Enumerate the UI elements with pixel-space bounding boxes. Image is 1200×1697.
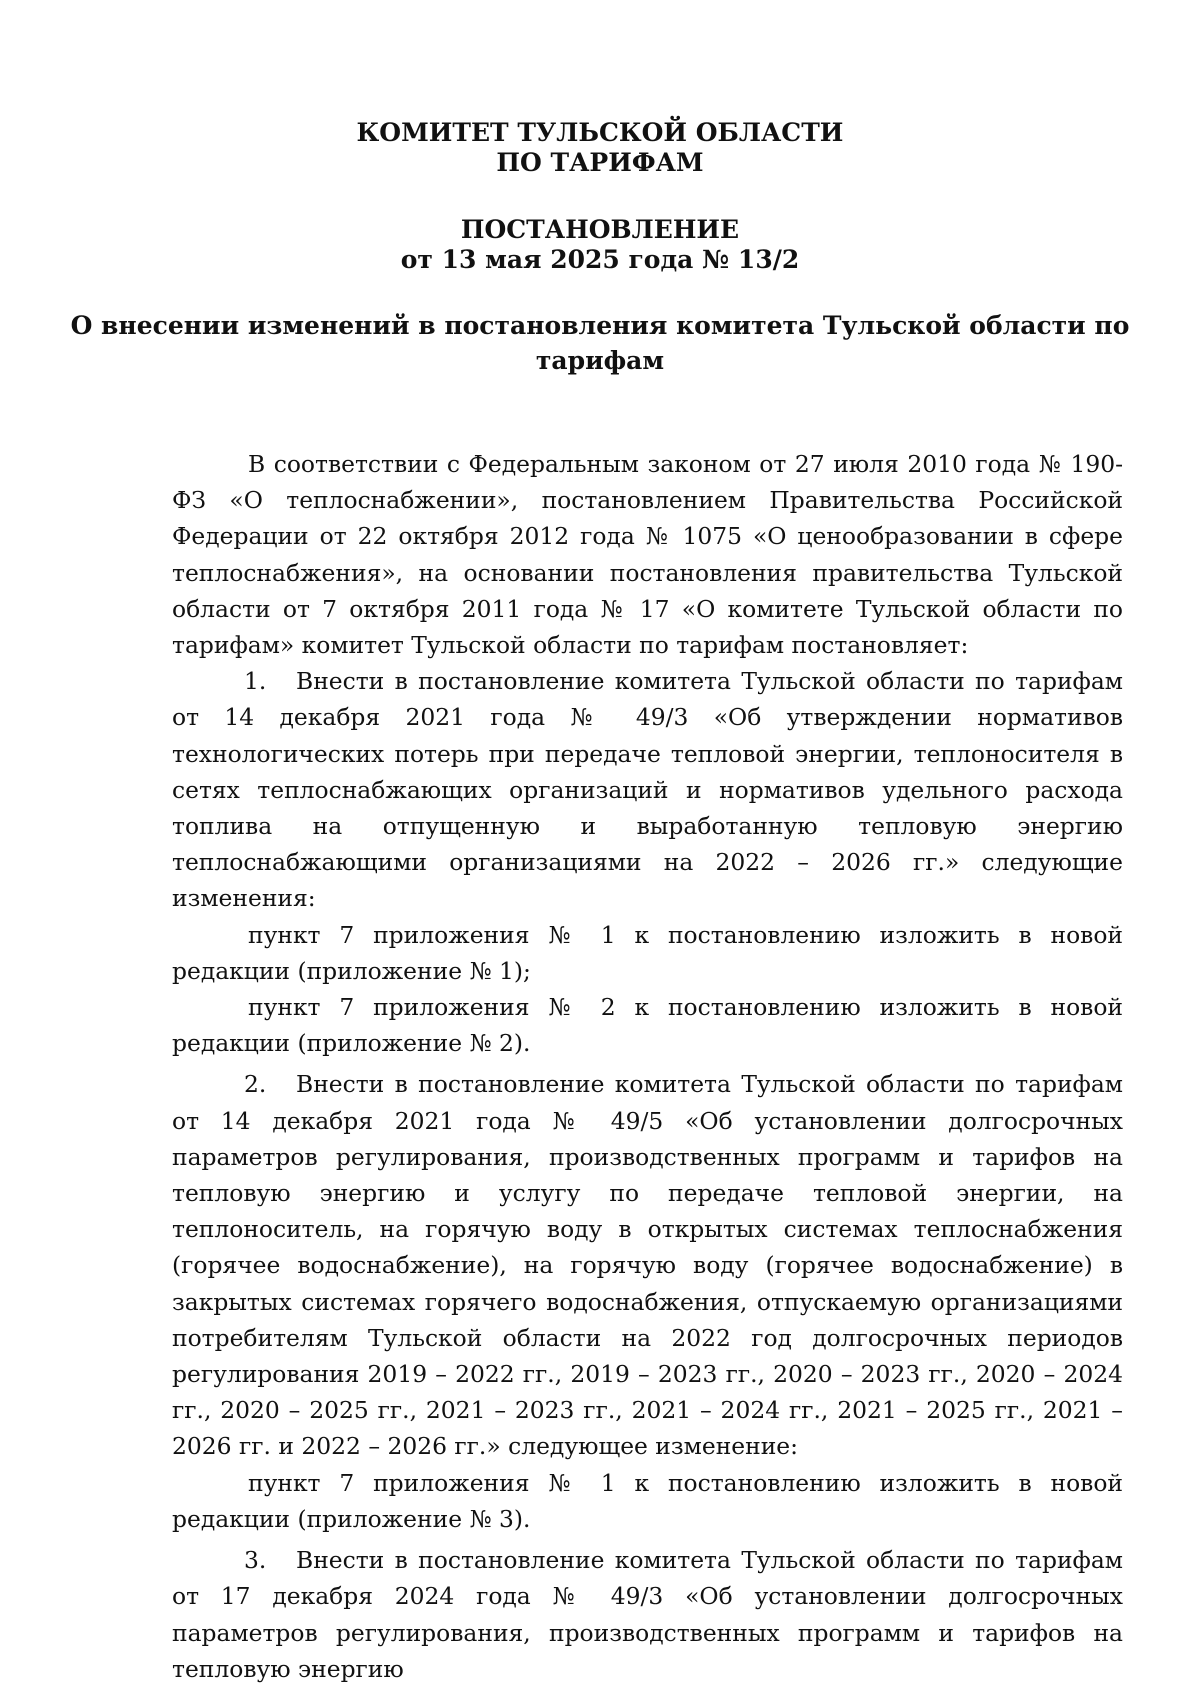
decree-subject-line-2: тарифам — [535, 346, 665, 375]
decree-subject — [0, 308, 1200, 378]
decree-type: ПОСТАНОВЛЕНИЕ — [460, 215, 740, 244]
item-2-sub-1: пункт 7 приложения № 1 к постановлению изложить в новой редакции (приложение № 3). — [172, 1468, 1123, 1533]
item-number: 2. — [244, 1070, 267, 1099]
decree-subject-line-1: О внесении изменений в постановления комитета Тульской области по — [70, 311, 1130, 340]
committee-title-line-1: КОМИТЕТ ТУЛЬСКОЙ ОБЛАСТИ — [356, 118, 844, 147]
item-number: 3. — [244, 1546, 267, 1575]
item-3-paragraph — [172, 1542, 1123, 1687]
item-text: Внести в постановление комитета Тульской области по тарифам от 14 декабря 2021 года № 49/5 «Об установлении долгосрочных параметров регулирования, производственных программ и тарифов на тепловую энергию и услугу по передаче тепловой энергии, на теплоноситель, на горячую воду в открытых системах теплоснабжения (горячее водоснабжение), на горячую воду (горячее водоснабжение) в закрытых системах горячего водоснабжения, отпускаемую организациями потребителям Тульской области на 2022 год долгосрочных периодов регулирования 2019 – 2022 гг., 2019 – 2023 гг., 2020 – 2023 гг., 2020 – 2024 гг., 2020 – 2025 гг., 2021 – 2023 гг., 2021 – 2024 гг., 2021 – 2025 гг., 2021 – 2026 гг. и 2022 – 2026 гг.» следующее изменение: — [172, 1070, 1123, 1461]
document-body — [172, 446, 1123, 1687]
item-1-paragraph — [172, 663, 1123, 916]
committee-title — [0, 118, 1200, 178]
committee-title-line-2: ПО ТАРИФАМ — [496, 148, 704, 177]
preamble-paragraph: В соответствии с Федеральным законом от 27 июля 2010 года № 190-ФЗ «О теплоснабжении», постановлением Правительства Российской Федерации от 22 октября 2012 года № 1075 «О ценообразовании в сфере теплоснабжения», на основании постановления правительства Тульской области от 7 октября 2011 года № 17 «О комитете Тульской области по тарифам» комитет Тульской области по тарифам постановляет: — [172, 450, 1123, 660]
decree-date-number: от 13 мая 2025 года № 13/2 — [400, 245, 800, 274]
item-2-paragraph — [172, 1066, 1123, 1464]
item-1-sub-1: пункт 7 приложения № 1 к постановлению изложить в новой редакции (приложение № 1); — [172, 920, 1123, 985]
item-text: Внести в постановление комитета Тульской области по тарифам от 17 декабря 2024 года № 49/3 «Об установлении долгосрочных параметров регулирования, производственных программ и тарифов на тепловую энергию — [172, 1546, 1123, 1683]
item-text: Внести в постановление комитета Тульской области по тарифам от 14 декабря 2021 года № 49/3 «Об утверждении нормативов технологических потерь при передаче тепловой энергии, теплоносителя в сетях теплоснабжающих организаций и нормативов удельного расхода топлива на отпущенную и выработанную тепловую энергию теплоснабжающими организациями на 2022 – 2026 гг.» следующие изменения: — [172, 667, 1123, 913]
item-number: 1. — [244, 667, 267, 696]
item-1-sub-2: пункт 7 приложения № 2 к постановлению изложить в новой редакции (приложение № 2). — [172, 993, 1123, 1058]
decree-heading — [0, 215, 1200, 275]
